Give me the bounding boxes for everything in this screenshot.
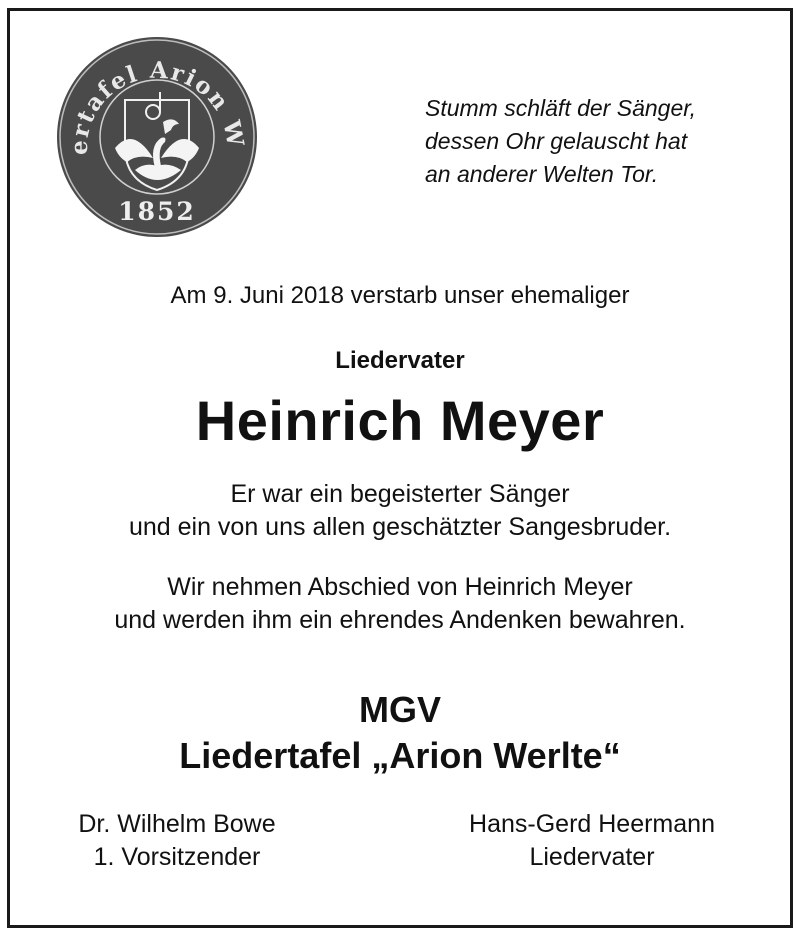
deceased-role: Liedervater: [335, 347, 465, 374]
signatory-title: Liedervater: [529, 843, 655, 871]
farewell-line: und werden ihm ein ehrendes Andenken bewahren.: [114, 606, 686, 634]
organization-name: Liedertafel „Arion Werlte“: [179, 735, 621, 776]
signatory-title: 1. Vorsitzender: [93, 843, 261, 871]
deceased-name: Heinrich Meyer: [195, 389, 605, 452]
club-emblem-logo: [45, 30, 270, 245]
signature-right: [432, 808, 752, 874]
tribute-line: und ein von uns allen geschätzter Sangesbruder.: [128, 513, 672, 541]
signatory-name: Dr. Wilhelm Bowe: [78, 810, 276, 838]
farewell-line: Wir nehmen Abschied von Heinrich Meyer: [167, 573, 633, 601]
emblem-year: 1852: [118, 197, 196, 226]
farewell-paragraph: [0, 571, 800, 637]
signatory-name: Hans-Gerd Heermann: [469, 810, 715, 838]
organization-abbreviation: MGV: [358, 689, 441, 730]
quote-line: Stumm schläft der Sänger,: [425, 95, 697, 121]
tribute-line: Er war ein begeisterter Sänger: [230, 480, 570, 508]
memorial-quote: [425, 92, 765, 191]
signature-left: [17, 808, 337, 874]
emblem-seal-icon: [45, 30, 270, 245]
death-announcement: Am 9. Juni 2018 verstarb unser ehemaliger: [170, 282, 630, 309]
quote-line: an anderer Welten Tor.: [425, 161, 659, 187]
emblem-arc-text: ertafel Arion W: [65, 56, 249, 156]
quote-line: dessen Ohr gelauscht hat: [425, 128, 688, 154]
tribute-paragraph: [0, 478, 800, 544]
